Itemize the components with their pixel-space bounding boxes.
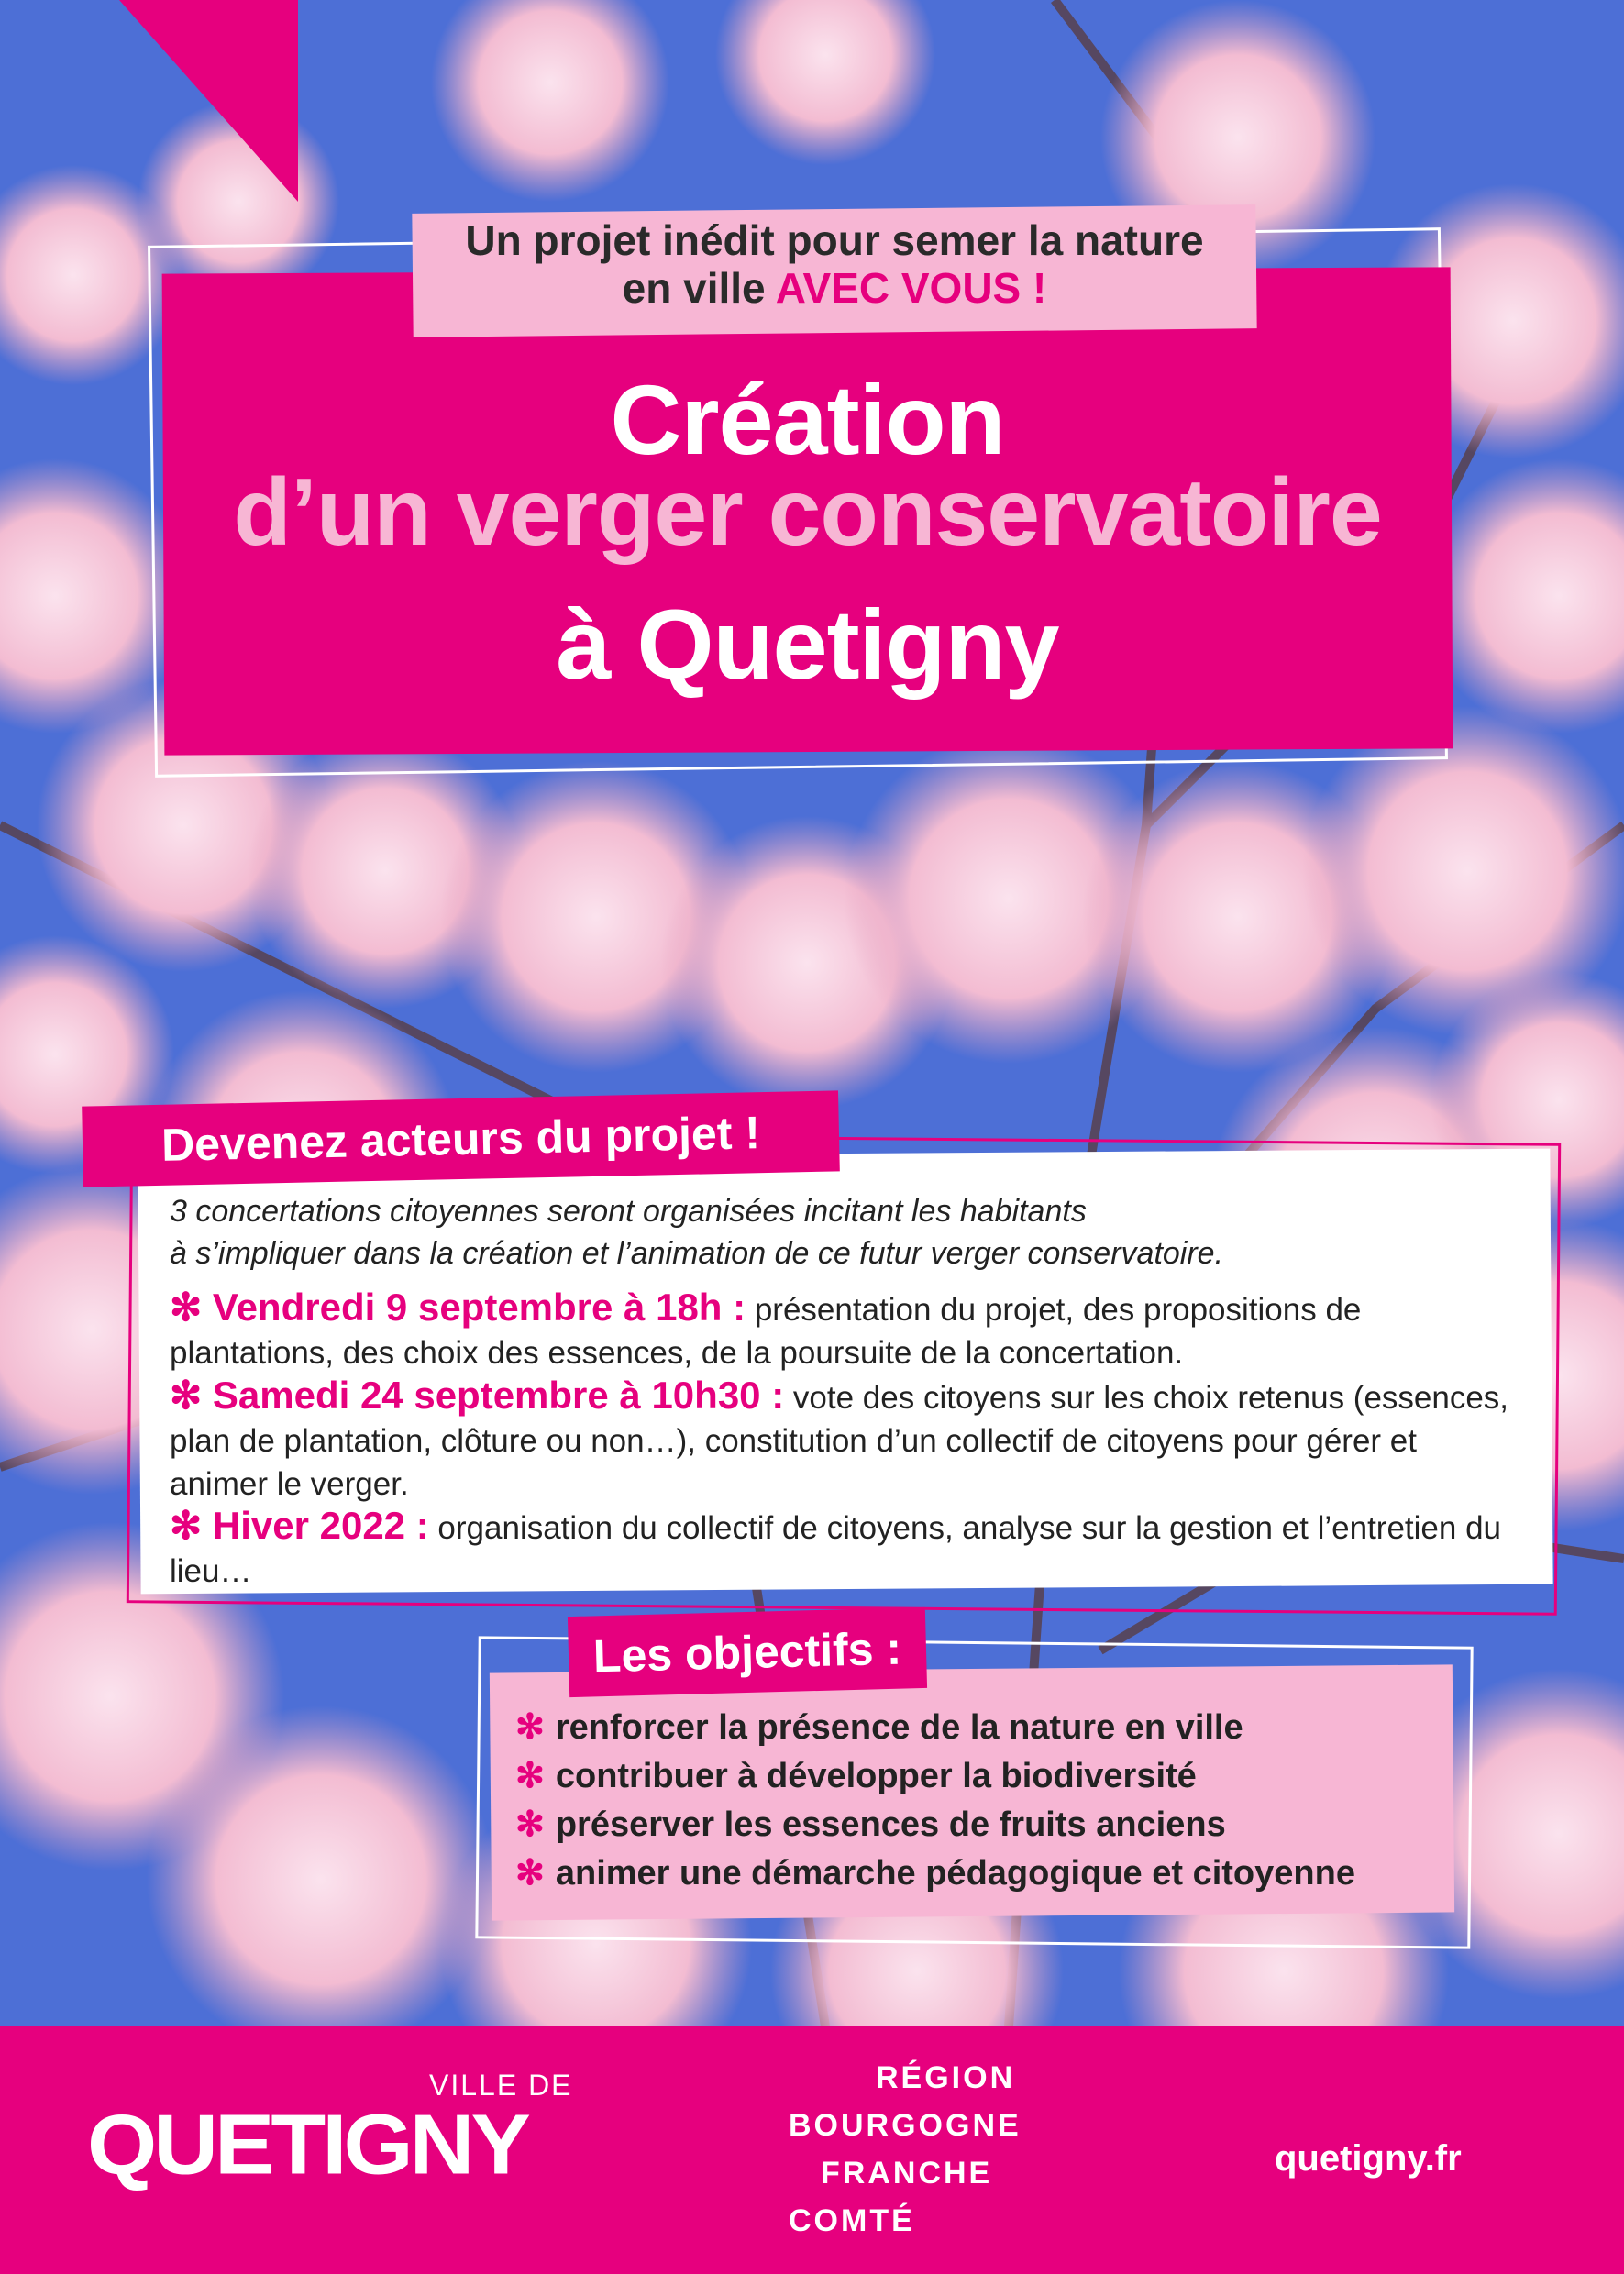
list-item — [515, 1704, 1451, 1752]
event-text: présentation du projet, des propositions de plantations, des choix des essences, de la poursuite de la concertation. — [170, 1292, 1362, 1371]
intro-line1: 3 concertations citoyennes seront organisées incitant les habitants — [170, 1194, 1087, 1229]
star-icon: ✻ — [170, 1374, 203, 1417]
event-text: organisation du collectif de citoyens, analyse sur la gestion et l’entretien du lieu… — [170, 1510, 1502, 1589]
event-date: Samedi 24 septembre à 10h30 : — [212, 1374, 785, 1417]
event-text: vote des citoyens sur les choix retenus (essences, plan de plantation, clôture ou non…), constitution d’un collectif de citoyens pour gérer et animer le verger. — [170, 1380, 1509, 1502]
participate-heading: Devenez acteurs du projet ! — [82, 1090, 840, 1187]
event-item — [170, 1374, 1518, 1506]
title-line1: Création — [610, 364, 1005, 475]
event-date: Vendredi 9 septembre à 18h : — [212, 1286, 746, 1329]
title-line2: d’un verger conservatoire — [233, 459, 1382, 566]
region-logo — [789, 2054, 1082, 2245]
event-item — [170, 1504, 1518, 1593]
subtitle-line2: en ville — [622, 264, 766, 312]
subtitle-accent: AVEC VOUS ! — [775, 264, 1047, 312]
star-icon: ✻ — [170, 1286, 203, 1329]
event-item — [170, 1286, 1518, 1374]
participate-intro — [170, 1190, 1527, 1275]
website-link[interactable]: quetigny.fr — [1275, 2138, 1462, 2179]
subtitle-line2-wrap — [413, 264, 1256, 312]
objective-text: animer une démarche pédagogique et citoyenne — [555, 1854, 1355, 1893]
footer-notch — [1458, 2026, 1495, 2118]
subtitle-line1: Un projet inédit pour semer la nature — [465, 216, 1204, 264]
objective-text: contribuer à développer la biodiversité — [555, 1757, 1197, 1795]
objectives-list — [515, 1704, 1451, 1898]
quetigny-logo: QUETIGNY — [87, 2095, 527, 2192]
subtitle — [413, 216, 1256, 312]
list-item — [515, 1801, 1451, 1849]
star-icon: ✻ — [515, 1757, 545, 1795]
title-line3: à Quetigny — [556, 589, 1059, 700]
region-line: COMTÉ — [789, 2203, 915, 2238]
ville-de-label: VILLE DE — [429, 2069, 573, 2102]
intro-line2: à s’impliquer dans la création et l’animation de ce futur verger conservatoire. — [170, 1236, 1224, 1271]
star-icon: ✻ — [515, 1854, 545, 1893]
region-line: BOURGOGNE — [789, 2108, 1022, 2143]
objectives-heading: Les objectifs : — [568, 1607, 927, 1697]
star-icon: ✻ — [515, 1708, 545, 1747]
region-line: FRANCHE — [821, 2156, 993, 2191]
list-item — [515, 1849, 1451, 1898]
star-icon: ✻ — [170, 1504, 203, 1547]
objective-text: renforcer la présence de la nature en ville — [555, 1708, 1243, 1747]
event-date: Hiver 2022 : — [212, 1504, 429, 1547]
objective-text: préserver les essences de fruits anciens — [555, 1805, 1226, 1844]
list-item — [515, 1752, 1451, 1801]
star-icon: ✻ — [515, 1805, 545, 1844]
region-line: RÉGION — [876, 2060, 1016, 2095]
